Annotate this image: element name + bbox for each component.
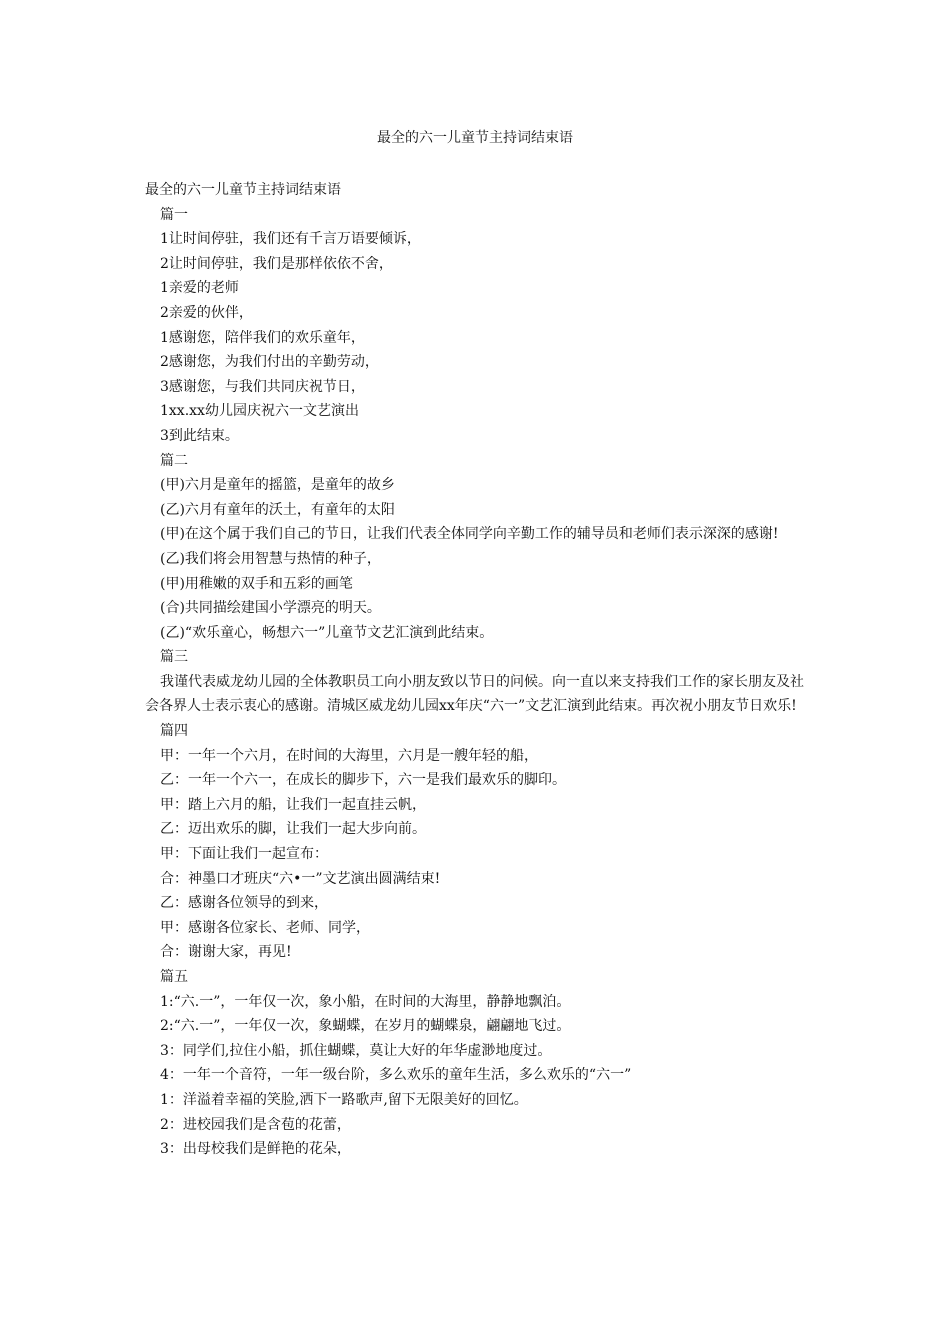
body-line: 2感谢您，为我们付出的辛勤劳动， — [160, 354, 379, 371]
body-line: 1：洋溢着幸福的笑脸,洒下一路歌声,留下无限美好的回忆。 — [160, 1091, 528, 1108]
body-line: 乙：迈出欢乐的脚，让我们一起大步向前。 — [160, 821, 426, 838]
body-line: 1让时间停驻，我们还有千言万语要倾诉， — [160, 231, 421, 248]
body-line: 1:“六.一”，一年仅一次，象小船，在时间的大海里，静静地飘泊。 — [160, 993, 571, 1010]
body-line: 乙：一年一个六一，在成长的脚步下，六一是我们最欢乐的脚印。 — [160, 772, 566, 789]
body-line: 2:“六.一”，一年仅一次，象蝴蝶，在岁月的蝴蝶泉，翩翩地飞过。 — [160, 1018, 571, 1035]
body-line: 合：谢谢大家，再见! — [160, 944, 292, 961]
body-line: (甲)在这个属于我们自己的节日，让我们代表全体同学向辛勤工作的辅导员和老师们表示深深的感谢! — [160, 526, 779, 543]
body-line: 1感谢您，陪伴我们的欢乐童年， — [160, 329, 365, 346]
body-line: 3到此结束。 — [160, 427, 239, 444]
body-line: (乙)“欢乐童心，畅想六一”儿童节文艺汇演到此结束。 — [160, 624, 494, 641]
body-line: 2让时间停驻，我们是那样依依不舍， — [160, 255, 393, 272]
body-line: 甲：踏上六月的船，让我们一起直挂云帆， — [160, 796, 426, 813]
body-line: 乙：感谢各位领导的到来， — [160, 895, 328, 912]
body-line: 最全的六一儿童节主持词结束语 — [145, 182, 341, 198]
body-line: 1亲爱的老师 — [160, 280, 239, 297]
body-line: 2：进校园我们是含苞的花蕾， — [160, 1116, 351, 1133]
body-line: 篇三 — [160, 649, 188, 666]
body-line: 甲：感谢各位家长、老师、同学， — [160, 919, 370, 936]
document-body — [145, 178, 805, 1162]
document-title: 最全的六一儿童节主持词结束语 — [377, 130, 573, 146]
body-line: 3：同学们,拉住小船，抓住蝴蝶，莫让大好的年华虚渺地度过。 — [160, 1042, 552, 1059]
body-line: 2亲爱的伙伴， — [160, 304, 253, 321]
body-line: 篇一 — [160, 206, 188, 223]
body-line: 篇四 — [160, 723, 188, 740]
body-line: (乙)六月有童年的沃土，有童年的太阳 — [160, 501, 395, 518]
body-line: (甲)六月是童年的摇篮，是童年的故乡 — [160, 477, 395, 494]
body-line: 甲：一年一个六月，在时间的大海里，六月是一艘年轻的船， — [160, 747, 538, 764]
body-line: 1xx.xx幼儿园庆祝六一文艺演出 — [160, 403, 359, 420]
body-line: 甲：下面让我们一起宣布： — [160, 846, 328, 863]
body-line: (甲)用稚嫩的双手和五彩的画笔 — [160, 575, 353, 592]
body-line: 3：出母校我们是鲜艳的花朵， — [160, 1141, 351, 1158]
body-line: 篇二 — [160, 452, 188, 469]
body-line: (乙)我们将会用智慧与热情的种子， — [160, 550, 381, 567]
body-line: 3感谢您，与我们共同庆祝节日， — [160, 378, 365, 395]
body-line: 篇五 — [160, 969, 188, 985]
body-line: 4：一年一个音符，一年一级台阶，多么欢乐的童年生活，多么欢乐的“六一” — [160, 1067, 632, 1084]
body-line: 我谨代表威龙幼儿园的全体教职员工向小朋友致以节日的问候。向一直以来支持我们工作的家长朋友及社会各界人士表示衷心的感谢。清城区威龙幼儿园xx年庆“六一”文艺汇演到此结束。再次祝小朋友节日欢乐! — [145, 673, 804, 715]
body-line: 合：神墨口才班庆“六•一”文艺演出圆满结束! — [160, 870, 441, 887]
body-line: (合)共同描绘建国小学漂亮的明天。 — [160, 600, 381, 617]
